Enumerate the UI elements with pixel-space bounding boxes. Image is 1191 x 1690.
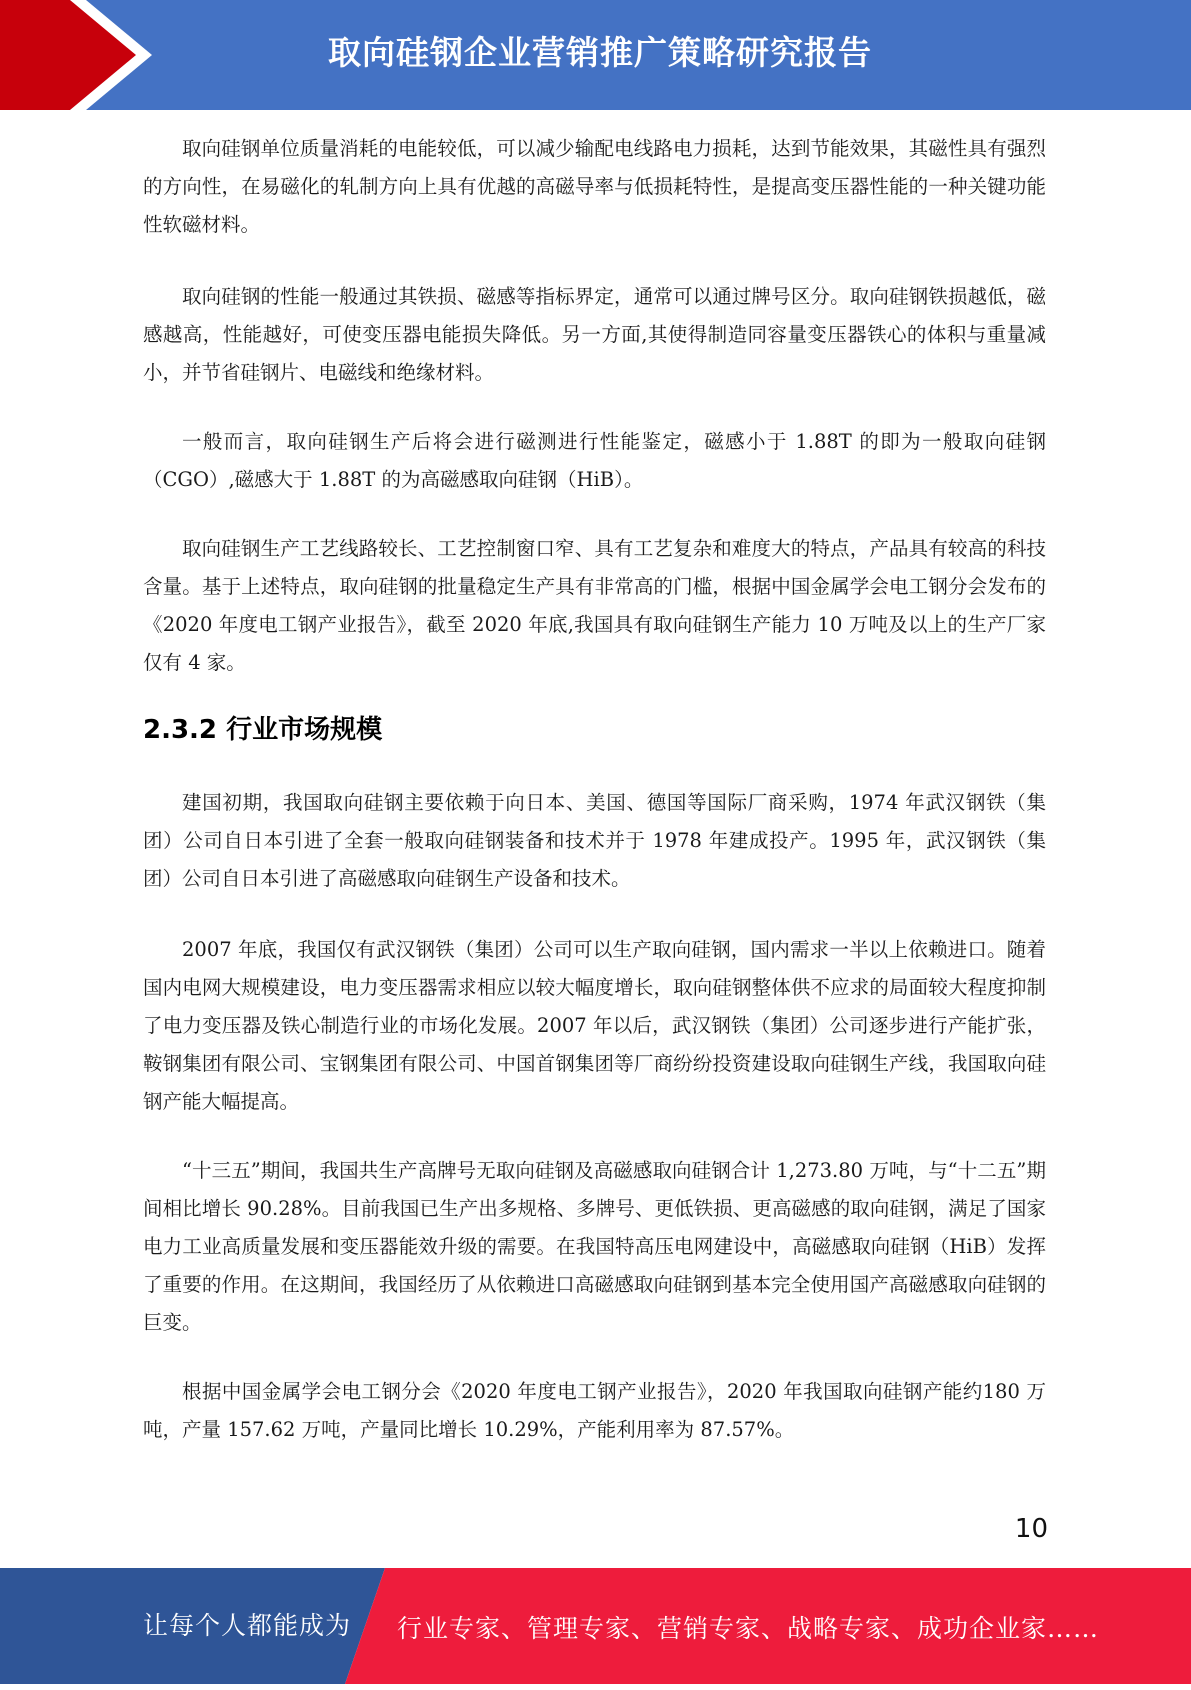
paragraph: 取向硅钢的性能一般通过其铁损、磁感等指标界定，通常可以通过牌号区分。取向硅钢铁损越低，磁感越高，性能越好，可使变压器电能损失降低。另一方面,其使得制造同容量变压器铁心的体积与重量减小，并节省硅钢片、电磁线和绝缘材料。 bbox=[143, 285, 1046, 384]
section-heading: 2.3.2 行业市场规模 bbox=[143, 715, 383, 745]
paragraph: 取向硅钢单位质量消耗的电能较低，可以减少输配电线路电力损耗，达到节能效果，其磁性具有强烈的方向性，在易磁化的轧制方向上具有优越的高磁导率与低损耗特性，是提高变压器性能的一种关键功能性软磁材料。 bbox=[143, 137, 1046, 236]
paragraph: “十三五”期间，我国共生产高牌号无取向硅钢及高磁感取向硅钢合计 1,273.80 万吨，与“十二五”期间相比增长 90.28%。目前我国已生产出多规格、多牌号、更低铁损、更高磁感的取向硅钢，满足了国家电力工业高质量发展和变压器能效升级的需要。在我国特高压电网建设中，高磁感取向硅钢（HiB）发挥了重要的作用。在这期间，我国经历了从依赖进口高磁感取向硅钢到基本完全使用国产高磁感取向硅钢的巨变。 bbox=[143, 1159, 1046, 1334]
report-title: 取向硅钢企业营销推广策略研究报告 bbox=[328, 33, 872, 72]
paragraph: 取向硅钢生产工艺线路较长、工艺控制窗口窄、具有工艺复杂和难度大的特点，产品具有较高的科技含量。基于上述特点，取向硅钢的批量稳定生产具有非常高的门槛，根据中国金属学会电工钢分会发布的《2020 年度电工钢产业报告》，截至 2020 年底,我国具有取向硅钢生产能力 10 万吨及以上的生产厂家仅有 4 家。 bbox=[143, 537, 1046, 674]
footer-slogan-right: 行业专家、管理专家、营销专家、战略专家、成功企业家…… bbox=[397, 1614, 1100, 1643]
header-chevron-decoration bbox=[0, 0, 160, 110]
paragraph: 建国初期，我国取向硅钢主要依赖于向日本、美国、德国等国际厂商采购，1974 年武汉钢铁（集团）公司自日本引进了全套一般取向硅钢装备和技术并于 1978 年建成投产。1995 年，武汉钢铁（集团）公司自日本引进了高磁感取向硅钢生产设备和技术。 bbox=[143, 791, 1046, 890]
paragraph: 一般而言，取向硅钢生产后将会进行磁测进行性能鉴定，磁感小于 1.88T 的即为一般取向硅钢（CGO）,磁感大于 1.88T 的为高磁感取向硅钢（HiB）。 bbox=[143, 430, 1046, 491]
footer-slogan-left: 让每个人都能成为 bbox=[143, 1611, 352, 1640]
page-footer bbox=[0, 1568, 1191, 1684]
paragraph: 根据中国金属学会电工钢分会《2020 年度电工钢产业报告》，2020 年我国取向硅钢产能约180 万吨，产量 157.62 万吨，产量同比增长 10.29%，产能利用率为 87.57%。 bbox=[143, 1380, 1046, 1441]
paragraph: 2007 年底，我国仅有武汉钢铁（集团）公司可以生产取向硅钢，国内需求一半以上依赖进口。随着国内电网大规模建设，电力变压器需求相应以较大幅度增长，取向硅钢整体供不应求的局面较大程度抑制了电力变压器及铁心制造行业的市场化发展。2007 年以后，武汉钢铁（集团）公司逐步进行产能扩张，鞍钢集团有限公司、宝钢集团有限公司、中国首钢集团等厂商纷纷投资建设取向硅钢生产线，我国取向硅钢产能大幅提高。 bbox=[143, 938, 1046, 1113]
page-number: 10 bbox=[1014, 1514, 1048, 1544]
chevron-red-shape bbox=[0, 0, 145, 110]
page-header bbox=[0, 0, 1191, 110]
